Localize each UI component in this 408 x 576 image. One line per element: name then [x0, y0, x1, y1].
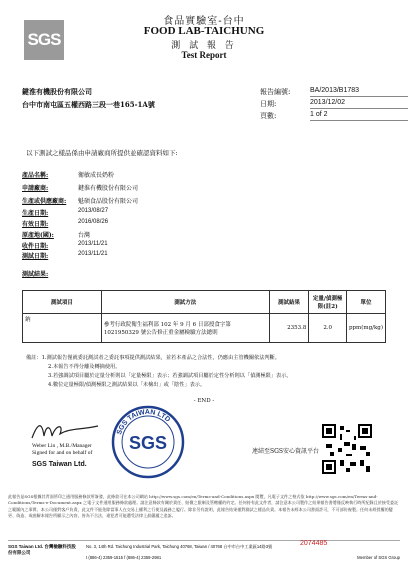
header-cell: 測試結果: [269, 291, 309, 314]
meta-label: 日期:: [260, 100, 277, 108]
note-line: 備註：1.測試報告僅就委託測試者之委託事項提供測試結果，並若本產品之合法性，仍應由主管機關依法判斷。: [26, 355, 280, 361]
signer-company: SGS Taiwan Ltd.: [32, 461, 87, 468]
table-row: [23, 314, 386, 343]
svg-text:SGS: SGS: [128, 433, 168, 453]
meta-value: 2013/12/02: [310, 99, 408, 109]
info-label: 原產地(國):: [22, 232, 54, 239]
footer-member: Member of SGS Group: [357, 555, 400, 560]
info-label: 生產或供應廠商:: [22, 198, 67, 205]
meta-value: BA/2013/B1783: [310, 87, 408, 97]
footer-address: No. 3, 14th Rd. Taichung Industrial Park, Taichung 40768, Taiwan / 40768 台中市台中工業區14路3號: [86, 544, 273, 549]
info-row: [22, 219, 108, 228]
cell-method: 參考行政院衛生福利部 102 年 9 月 6 日部授食字第 1021950329 號公告修正重金屬檢驗方法總則: [101, 314, 269, 343]
header-cell: 測試項目: [23, 291, 102, 314]
sgs-logo: SGS: [24, 20, 64, 60]
info-row: [22, 241, 108, 250]
meta-pages: [260, 111, 408, 121]
lab-name-en: FOOD LAB-TAICHUNG: [143, 25, 265, 37]
legal-disclaimer: 此報告是SGS根據其背面所印之通用服務條款所簽發，此條款可在本公司網站 http://www.sgs.com/en/Terms-and-Conditions.aspx 閱覽，凡電子文件之格式依 http://www.sgs.com/en/Terms-and-Conditions/Terms-e-Document.aspx 之電子文件通用服務條款處理。請注意條款有關於責任、賠償之限制及管轄權的約定。任何持有此文件者，請注意本公司製作之結果報告書將僅反映執行時所紀錄且於接受委託之範圍內之事實。本公司僅對客戶負責，此文件不能免除當事人在交易上權利之行使及義務之履行。除非另有說明，此報告結果僅對測試之樣品負責。本報告未經本公司書面許可，不可部份複製。任何未經授權的變更、偽造、或曲解本報告所顯示之內容，皆為不合法，違犯者可能遭受法律上最嚴厲之追訴。: [8, 494, 399, 519]
note-line: 4.數位定量極限/偵測極限之測試結果以「未檢出」或「陰性」表示。: [48, 382, 206, 388]
cell-unit: ppm(mg/kg): [346, 314, 385, 343]
meta-label: 頁數:: [260, 112, 277, 120]
svg-text:SGS TAIWAN LTD: SGS TAIWAN LTD: [116, 408, 172, 436]
qr-code[interactable]: [322, 424, 372, 474]
info-value: 魁碩食品股份有限公司: [78, 199, 139, 205]
info-value: 衛敏成長奶粉: [78, 173, 115, 179]
table-header-row: [23, 291, 386, 314]
report-title-en: Test Report: [181, 50, 227, 60]
info-label: 申請廠商:: [22, 185, 49, 192]
cell-limit: 2.0: [309, 314, 347, 343]
info-row: [22, 230, 90, 239]
serial-number: 2074485: [300, 540, 328, 547]
end-marker: - END -: [193, 398, 215, 404]
info-row: [22, 183, 138, 192]
results-title: 測試結果:: [22, 271, 49, 278]
notes: [26, 354, 386, 390]
results-table: [22, 290, 386, 343]
cell-result: 2353.8: [269, 314, 309, 343]
info-label: 生產日期:: [22, 210, 49, 217]
footer-phone: t (886-4) 2359-1515 f (886-4) 2359-2981: [86, 555, 162, 560]
footer: [8, 540, 400, 565]
info-value: 鍵淮有機股份有限公司: [78, 186, 139, 192]
signer-name: Weber Lin , M.B./Manager: [32, 443, 92, 449]
client-address: 台中市南屯區五權西路三段一巷165-1A號: [22, 100, 155, 109]
lab-name-zh: 食品實驗室-台中: [163, 16, 245, 27]
meta-date: [260, 99, 408, 109]
info-row: [22, 251, 108, 260]
info-value: 2016/08/26: [78, 219, 109, 225]
meta-label: 報告編號:: [260, 88, 291, 96]
note-line: 3.若強調試項目屬於定量分析則以「定量極限」表示；若強調試項目屬於定性分析則以「偵測極限」表示。: [48, 373, 292, 379]
client-name: 鍵淮有機股份有限公司: [22, 87, 92, 96]
info-row: [22, 196, 138, 205]
info-label: 產品名稱:: [22, 172, 49, 179]
info-value: 2013/11/21: [78, 251, 108, 257]
cell-item: 鈉: [23, 314, 102, 343]
note-line: 2.本報告不得分離及轉摘使用。: [48, 364, 121, 370]
info-value: 台灣: [78, 233, 91, 239]
info-row: [22, 208, 108, 217]
info-label: 測試日期:: [22, 253, 49, 260]
footer-company: SGS Taiwan Ltd. 台灣檢驗科技股份有限公司: [8, 544, 76, 555]
header-cell: 單位: [346, 291, 385, 314]
header-cell: 測試方法: [101, 291, 269, 314]
info-label: 有效日期:: [22, 221, 49, 228]
intro-text: 以下測試之樣品係由申請廠商所提供並確認資料如下:: [26, 149, 178, 157]
header-cell: 定量/偵測極限(註2): [309, 291, 347, 314]
info-row: [22, 170, 114, 179]
signer-block: [32, 443, 92, 457]
report-title-zh: 測 試 報 告: [171, 41, 237, 51]
meta-report-no: [260, 87, 408, 97]
handwritten-signature: [30, 418, 100, 444]
meta-value: 1 of 2: [310, 111, 408, 121]
signer-role: Signed for and on behalf of: [32, 450, 93, 456]
company-seal: [110, 404, 186, 480]
info-value: 2013/11/21: [78, 241, 108, 247]
qr-caption: 連結至SGS安心資訊平台: [252, 448, 320, 455]
info-value: 2013/08/27: [78, 208, 109, 214]
info-label: 收件日期:: [22, 243, 49, 250]
